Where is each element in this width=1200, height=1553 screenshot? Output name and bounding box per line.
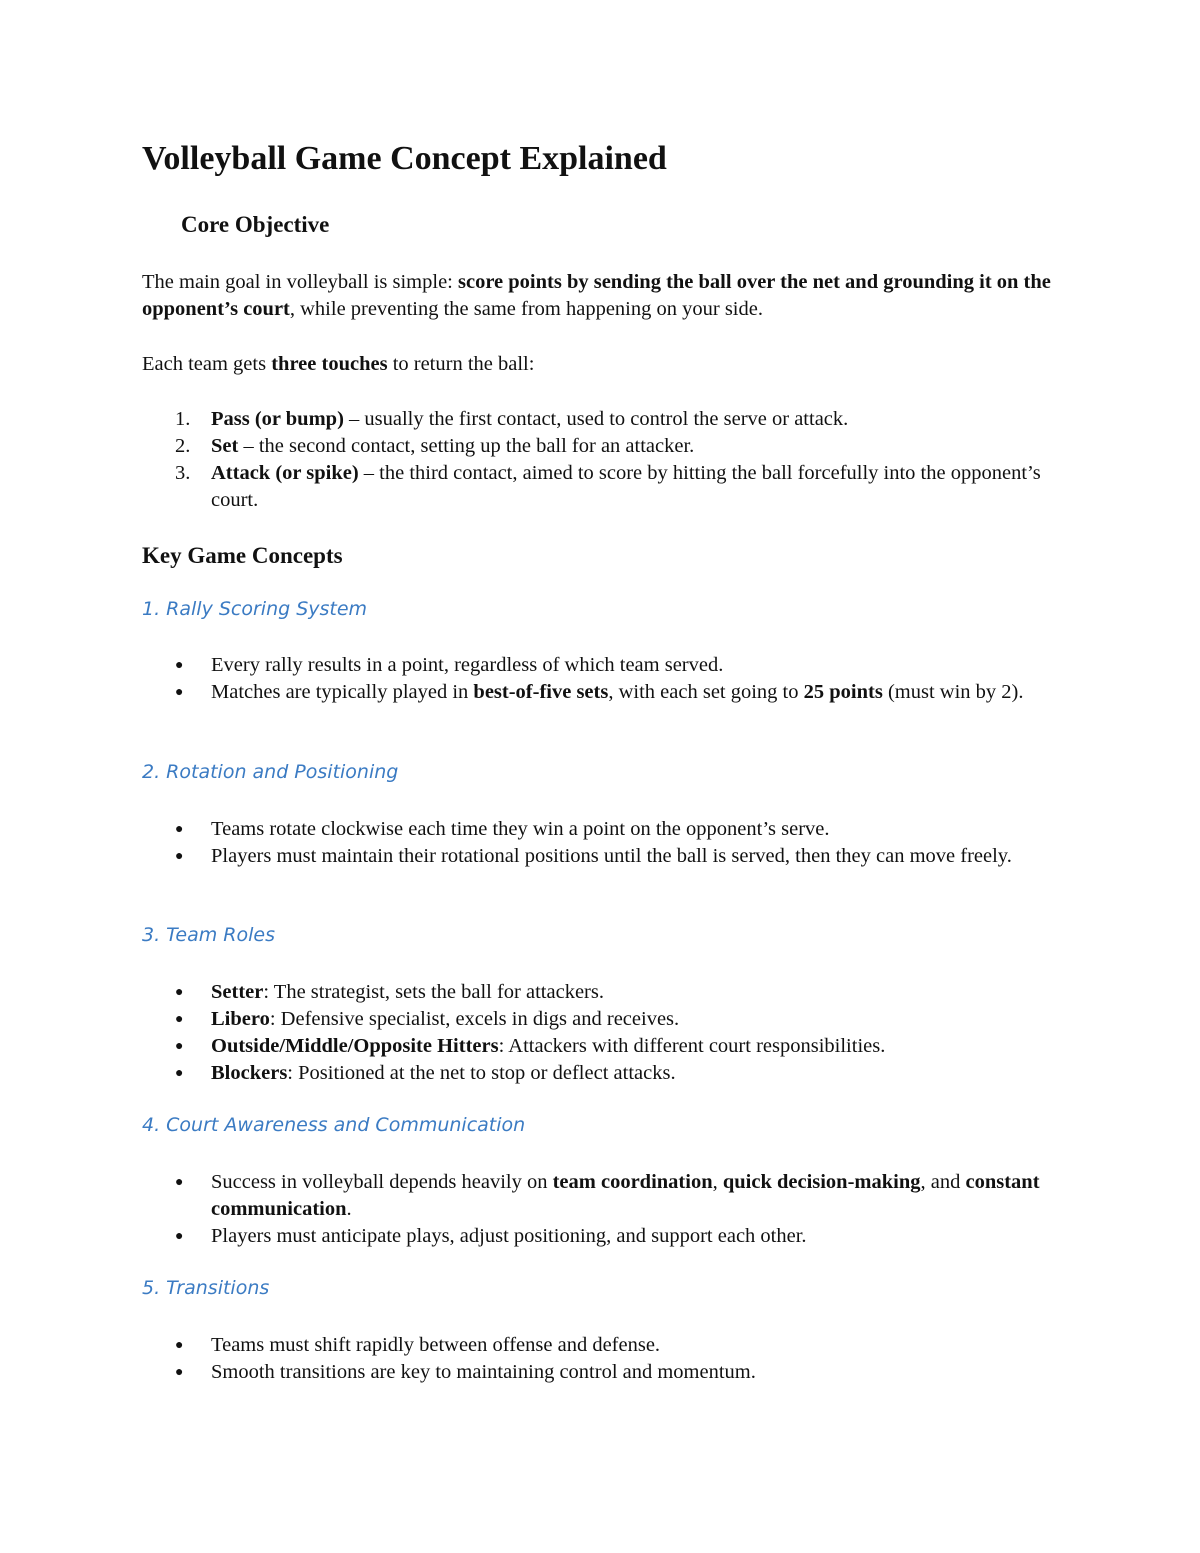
list-item: ● Setter: The strategist, sets the ball for attackers. bbox=[142, 979, 1072, 1006]
list-item: ● Every rally results in a point, regardless of which team served. bbox=[142, 652, 1072, 679]
awareness-list bbox=[142, 1169, 1072, 1250]
bullet-icon: ● bbox=[175, 1338, 184, 1353]
list-number: 3. bbox=[175, 462, 191, 484]
list-item: ● Libero: Defensive specialist, excels in digs and receives. bbox=[142, 1006, 1072, 1033]
main-goal-paragraph: The main goal in volleyball is simple: score points by sending the ball over the net and grounding it on the opponent’s court, while preventing the same from happening on your side. bbox=[142, 271, 1051, 320]
list-item: ● Blockers: Positioned at the net to stop or deflect attacks. bbox=[142, 1060, 1072, 1087]
document-title: Volleyball Game Concept Explained bbox=[142, 140, 667, 177]
list-item: ● Success in volleyball depends heavily on team coordination, quick decision-making, and constant communication. bbox=[175, 1171, 1040, 1220]
bullet-icon: ● bbox=[175, 1039, 184, 1054]
transitions-list bbox=[142, 1332, 1072, 1386]
team-roles-list bbox=[142, 979, 1072, 1087]
list-item: ● Players must anticipate plays, adjust positioning, and support each other. bbox=[142, 1223, 1072, 1250]
rally-scoring-heading: 1. Rally Scoring System bbox=[142, 598, 368, 620]
list-item: ● Teams rotate clockwise each time they win a point on the opponent’s serve. bbox=[142, 816, 1072, 843]
list-item: ● Matches are typically played in best-of-five sets, with each set going to 25 points (must win by 2). bbox=[142, 679, 1072, 706]
bullet-icon: ● bbox=[175, 685, 184, 700]
bullet-icon: ● bbox=[175, 985, 184, 1000]
bullet-icon: ● bbox=[175, 1365, 184, 1380]
bullet-icon: ● bbox=[175, 1229, 184, 1244]
list-item: ● Outside/Middle/Opposite Hitters: Attackers with different court responsibilities. bbox=[142, 1033, 1072, 1060]
list-item: 2. Set – the second contact, setting up the ball for an attacker. bbox=[142, 433, 1072, 460]
list-item: 1. Pass (or bump) – usually the first contact, used to control the serve or attack. bbox=[142, 406, 1072, 433]
bullet-icon: ● bbox=[175, 1066, 184, 1081]
rally-scoring-list bbox=[142, 652, 1072, 706]
list-item: ● Smooth transitions are key to maintaining control and momentum. bbox=[142, 1359, 1072, 1386]
awareness-heading: 4. Court Awareness and Communication bbox=[142, 1114, 526, 1136]
bullet-icon: ● bbox=[175, 849, 184, 864]
bullet-icon: ● bbox=[175, 658, 184, 673]
list-item: ● Teams must shift rapidly between offense and defense. bbox=[142, 1332, 1072, 1359]
bullet-icon: ● bbox=[175, 822, 184, 837]
core-objective-heading: Core Objective bbox=[181, 212, 330, 237]
key-concepts-heading: Key Game Concepts bbox=[142, 543, 343, 568]
rotation-list bbox=[142, 816, 1072, 870]
list-number: 2. bbox=[175, 435, 191, 457]
bullet-icon: ● bbox=[175, 1012, 184, 1027]
list-item: ● Players must maintain their rotational positions until the ball is served, then they can move freely. bbox=[142, 843, 1072, 870]
transitions-heading: 5. Transitions bbox=[142, 1277, 270, 1299]
team-roles-heading: 3. Team Roles bbox=[142, 924, 275, 946]
touches-intro-paragraph: Each team gets three touches to return the ball: bbox=[142, 353, 535, 375]
list-item: 3. Attack (or spike) – the third contact, aimed to score by hitting the ball forcefully into the opponent’s court. bbox=[175, 462, 1041, 511]
list-number: 1. bbox=[175, 408, 191, 430]
rotation-heading: 2. Rotation and Positioning bbox=[142, 761, 399, 783]
touches-list bbox=[142, 406, 1072, 514]
bullet-icon: ● bbox=[175, 1175, 184, 1190]
